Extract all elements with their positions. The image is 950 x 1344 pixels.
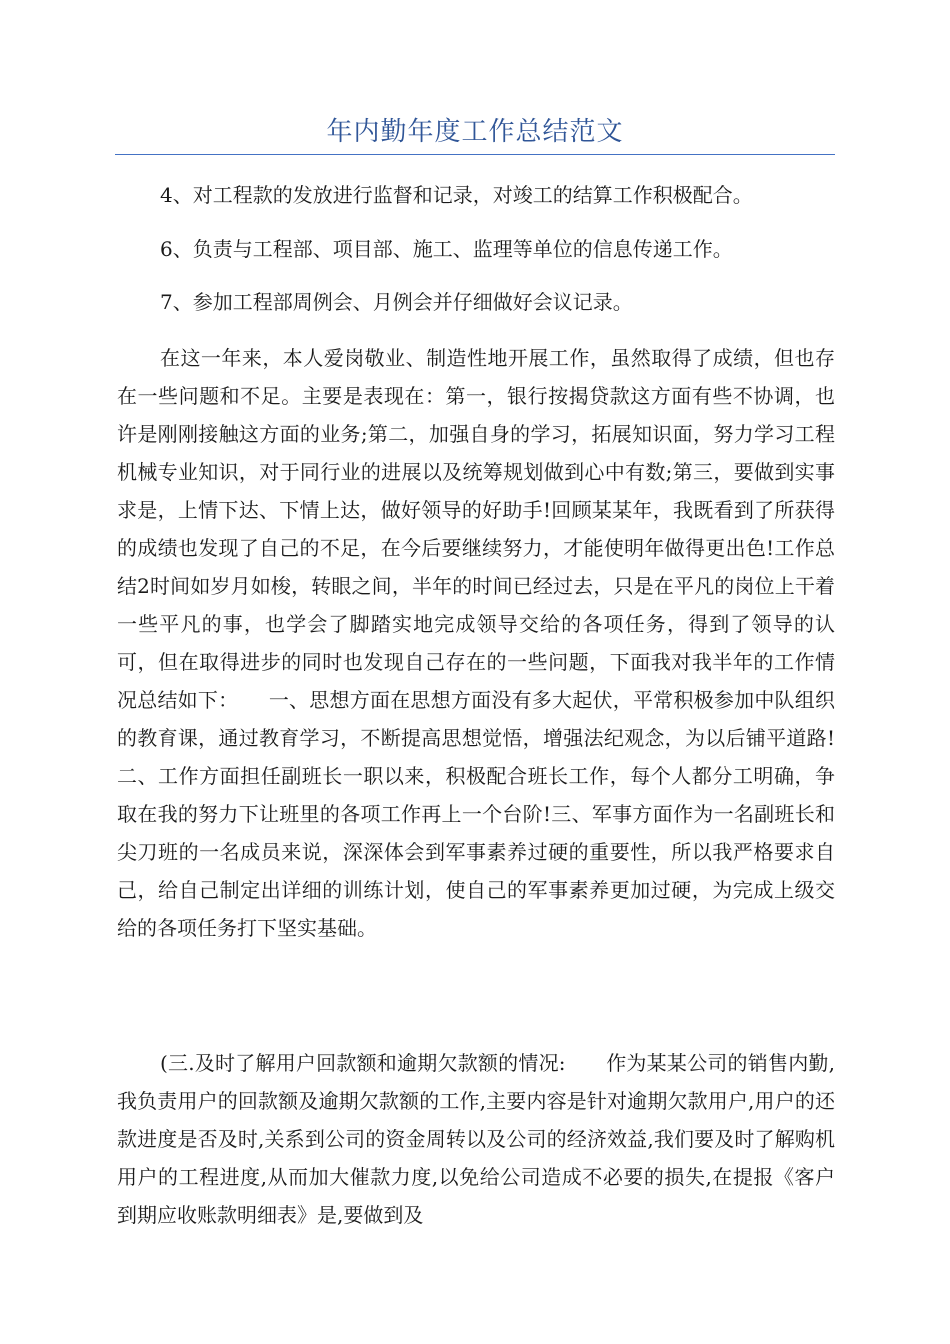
list-item-4: 4、对工程款的发放进行监督和记录，对竣工的结算工作积极配合。 (160, 183, 753, 207)
summary-paragraph: 在这一年来，本人爱岗敬业、制造性地开展工作，虽然取得了成绩，但也存在一些问题和不足。主要是表现在：第一，银行按揭贷款这方面有些不协调，也许是刚刚接触这方面的业务;第二，加强自身的学习，拓展知识面，努力学习工程机械专业知识，对于同行业的进展以及统筹规划做到心中有数;第三，要做到实事求是，上情下达、下情上达，做好领导的好助手!回顾某某年，我既看到了所获得的成绩也发现了自己的不足，在今后要继续努力，才能使明年做得更出色!工作总结2时间如岁月如梭，转眼之间，半年的时间已经过去，只是在平凡的岗位上干着一些平凡的事，也学会了脚踏实地完成领导交给的各项任务，得到了领导的认可，但在取得进步的同时也发现自己存在的一些问题，下面我对我半年的工作情况总结如下： 一、思想方面在思想方面没有多大起伏，平常积极参加中队组织的教育课，通过教育学习，不断提高思想觉悟，增强法纪观念，为以后铺平道路!二、工作方面担任副班长一职以来，积极配合班长工作，每个人都分工明确，争取在我的努力下让班里的各项工作再上一个台阶!三、军事方面作为一名副班长和尖刀班的一名成员来说，深深体会到军事素养过硬的重要性，所以我严格要求自己，给自己制定出详细的训练计划，使自己的军事素养更加过硬，为完成上级交给的各项任务打下坚实基础。 (117, 346, 835, 940)
list-item-6: 6、负责与工程部、项目部、施工、监理等单位的信息传递工作。 (160, 237, 733, 261)
title-underline (115, 154, 835, 155)
document-title: 年内勤年度工作总结范文 (326, 117, 624, 147)
collection-paragraph: (三.及时了解用户回款额和逾期欠款额的情况: 作为某某公司的销售内勤,我负责用户的回款额及逾期欠款额的工作,主要内容是针对逾期欠款用户,用户的还款进度是否及时,关系到公司的资金周转以及公司的经济效益,我们要及时了解购机用户的工程进度,从而加大催款力度,以免给公司造成不必要的损失,在提报《客户到期应收账款明细表》是,要做到及 (117, 1051, 835, 1227)
list-item-7: 7、参加工程部周例会、月例会并仔细做好会议记录。 (160, 290, 633, 314)
